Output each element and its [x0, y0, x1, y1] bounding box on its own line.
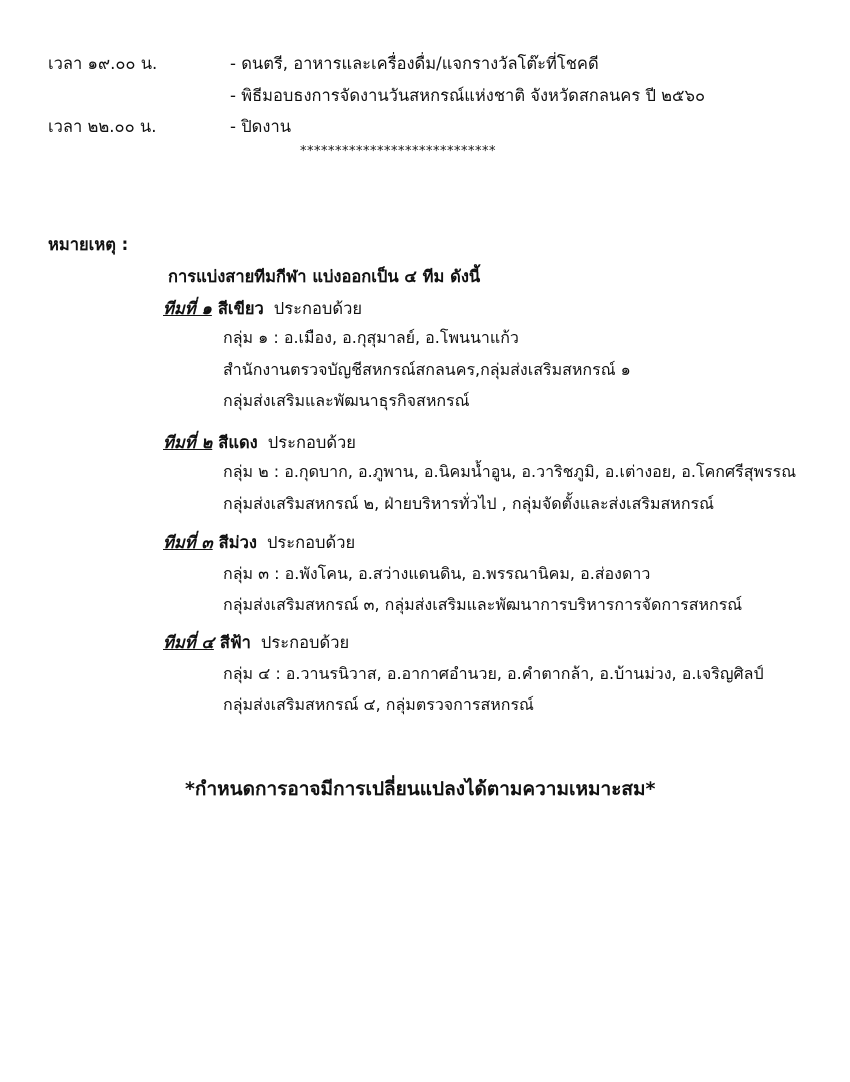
- schedule-time: เวลา ๒๒.๐๐ น.: [48, 117, 157, 136]
- team-number: ทีมที่ ๓: [163, 533, 213, 552]
- team-number: ทีมที่ ๑: [163, 299, 212, 318]
- team-heading: [163, 530, 355, 556]
- team-color: สีฟ้า: [219, 633, 251, 652]
- footer-note: *กำหนดการอาจมีการเปลี่ยนแปลงได้ตามความเหมาะสม*: [185, 778, 656, 800]
- team-heading: [163, 430, 356, 456]
- team-color: สีแดง: [218, 433, 258, 452]
- intro-heading: การแบ่งสายทีมกีฬา แบ่งออกเป็น ๔ ทีม ดังนี้: [168, 267, 481, 286]
- team-member-line: กลุ่ม ๔ : อ.วานรนิวาส, อ.อากาศอำนวย, อ.คำตากล้า, อ.บ้านม่วง, อ.เจริญศิลป์: [223, 664, 764, 683]
- team-member-line: กลุ่ม ๓ : อ.พังโคน, อ.สว่างแดนดิน, อ.พรรณานิคม, อ.ส่องดาว: [223, 564, 651, 583]
- team-member-line: กลุ่มส่งเสริมสหกรณ์ ๒, ฝ่ายบริหารทั่วไป , กลุ่มจัดตั้งและส่งเสริมสหกรณ์: [223, 494, 714, 513]
- team-heading: [163, 296, 362, 322]
- team-member-line: กลุ่มส่งเสริมสหกรณ์ ๔, กลุ่มตรวจการสหกรณ์: [223, 695, 534, 714]
- schedule-desc: - พิธีมอบธงการจัดงานวันสหกรณ์แห่งชาติ จังหวัดสกลนคร ปี ๒๕๖๐: [230, 86, 706, 105]
- team-member-line: สำนักงานตรวจบัญชีสหกรณ์สกลนคร,กลุ่มส่งเสริมสหกรณ์ ๑: [223, 360, 631, 379]
- team-number: ทีมที่ ๒: [163, 433, 213, 452]
- team-member-line: กลุ่มส่งเสริมสหกรณ์ ๓, กลุ่มส่งเสริมและพัฒนาการบริหารการจัดการสหกรณ์: [223, 595, 743, 614]
- team-composed: ประกอบด้วย: [260, 633, 350, 652]
- team-color: สีม่วง: [218, 533, 257, 552]
- team-composed: ประกอบด้วย: [267, 433, 356, 452]
- separator-stars: ****************************: [300, 144, 496, 159]
- team-composed: ประกอบด้วย: [273, 299, 363, 318]
- team-composed: ประกอบด้วย: [266, 533, 356, 552]
- schedule-desc: - ดนตรี, อาหารและเครื่องดื่ม/แจกรางวัลโต๊ะที่โชคดี: [230, 54, 599, 73]
- team-heading: [163, 630, 349, 656]
- team-member-line: กลุ่ม ๒ : อ.กุดบาก, อ.ภูพาน, อ.นิคมน้ำอูน, อ.วาริชภูมิ, อ.เต่างอย, อ.โคกศรีสุพรรณ: [223, 462, 797, 481]
- team-member-line: กลุ่ม ๑ : อ.เมือง, อ.กุสุมาลย์, อ.โพนนาแก้ว: [223, 328, 519, 347]
- schedule-time: เวลา ๑๙.๐๐ น.: [48, 54, 158, 73]
- team-number: ทีมที่ ๔: [163, 633, 214, 652]
- team-color: สีเขียว: [217, 299, 264, 318]
- team-member-line: กลุ่มส่งเสริมและพัฒนาธุรกิจสหกรณ์: [223, 391, 470, 410]
- note-label: หมายเหตุ :: [48, 235, 129, 254]
- schedule-desc: - ปิดงาน: [230, 117, 291, 136]
